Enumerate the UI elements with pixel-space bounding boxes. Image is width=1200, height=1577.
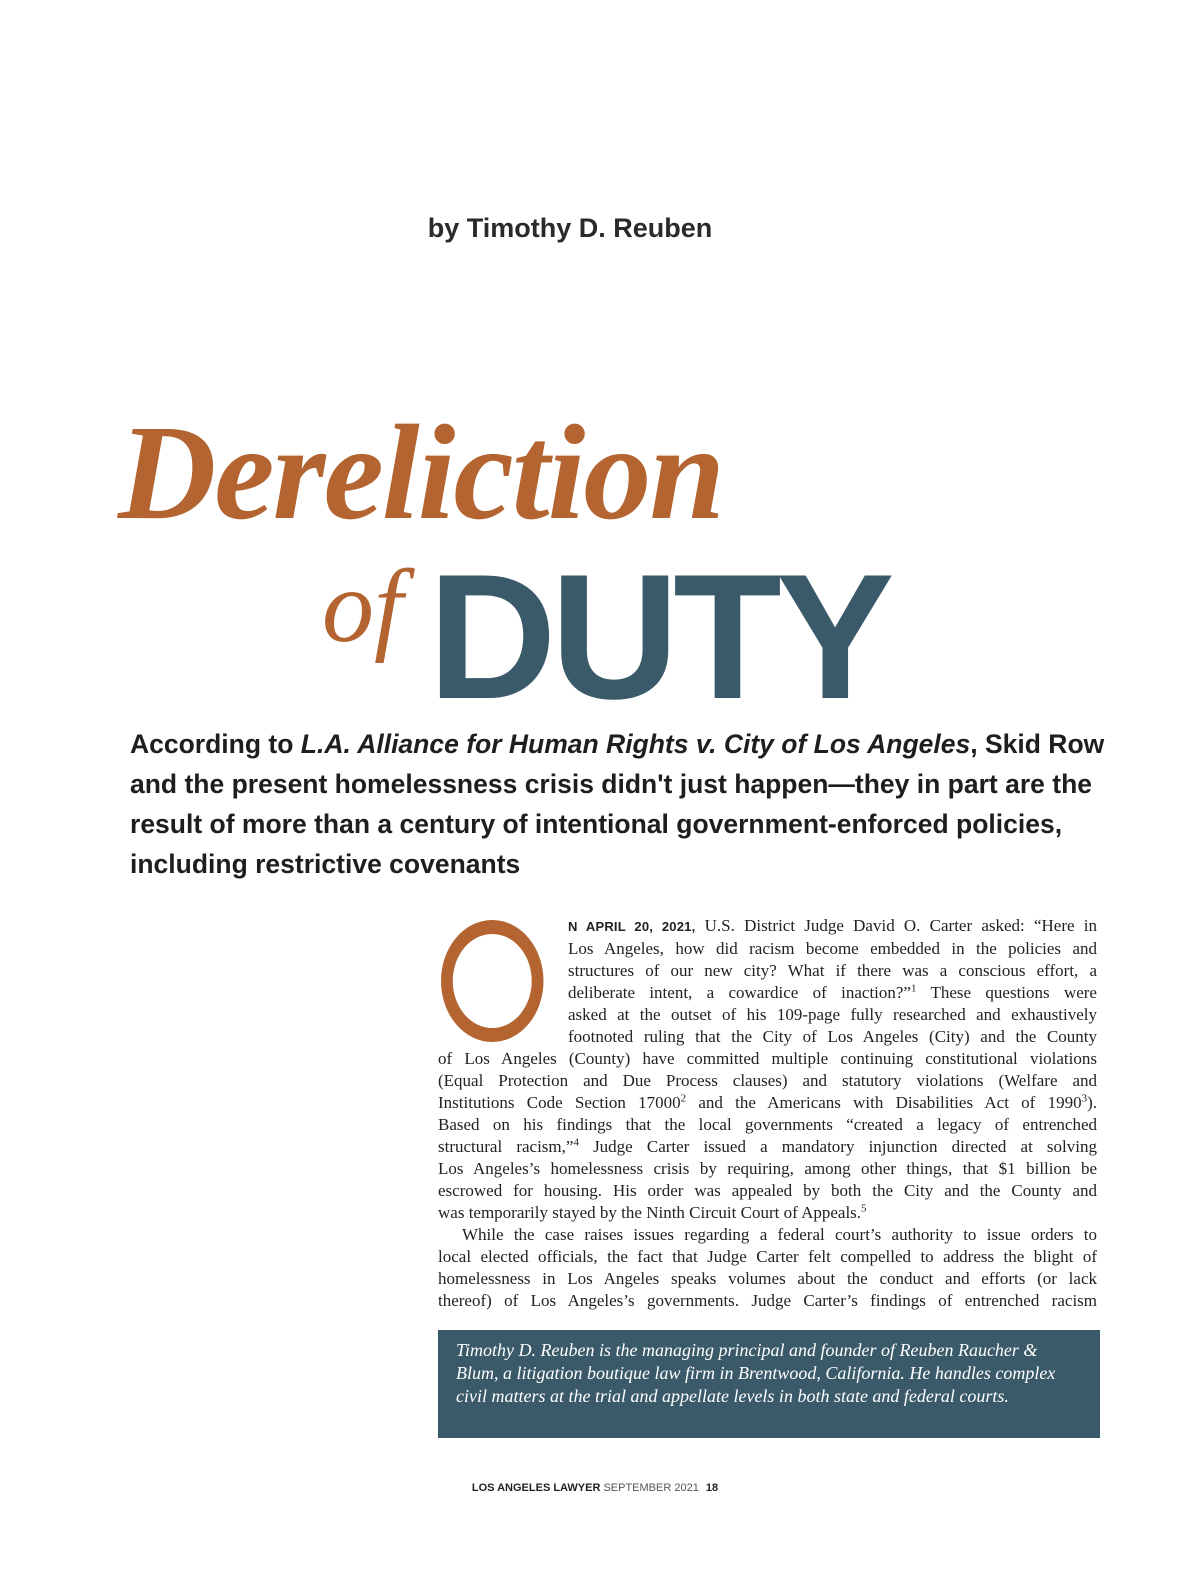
- footnote-ref[interactable]: 5: [861, 1202, 867, 1215]
- article-deck: [130, 724, 1120, 884]
- footer-page-number: 18: [705, 1482, 719, 1494]
- body-line: Los Angeles’s homelessness crisis by requiring, among other things, that $1 billion be: [438, 1159, 1097, 1178]
- body-line: homelessness in Los Angeles speaks volumes about the conduct and efforts (or lack: [438, 1269, 1097, 1288]
- author-bio-box: [438, 1330, 1100, 1438]
- lead-in: N APRIL 20, 2021,: [568, 919, 696, 934]
- body-line: N APRIL 20, 2021, U.S. District Judge David O. Carter asked: “Here in: [568, 916, 1097, 935]
- body-line: asked at the outset of his 109-page fully researched and exhaustively: [568, 1005, 1097, 1024]
- title-of: of: [322, 549, 403, 664]
- deck-case-name: L.A. Alliance for Human Rights v. City of Los Angeles: [300, 729, 971, 759]
- body-line: Based on his findings that the local governments “created a legacy of entrenched: [438, 1115, 1097, 1134]
- body-line: thereof) of Los Angeles’s governments. Judge Carter’s findings of entrenched racism: [438, 1291, 1097, 1310]
- footnote-ref[interactable]: 4: [573, 1136, 579, 1149]
- deck-line-1: [130, 724, 1120, 764]
- body-line: local elected officials, the fact that Judge Carter felt compelled to address the blight of: [438, 1247, 1097, 1266]
- body-line: deliberate intent, a cowardice of inaction?”$^1$ These questions were: [568, 982, 1097, 1002]
- author-bio-text: Timothy D. Reuben is the managing principal and founder of Reuben Raucher & Blum, a litigation boutique law firm in Brentwood, California. He handles complex civil matters at the trial and appellate levels in both state and federal courts.: [456, 1340, 1056, 1406]
- footer-issue: SEPTEMBER 2021: [603, 1482, 699, 1494]
- body-line: Los Angeles, how did racism become embedded in the policies and: [568, 939, 1097, 958]
- footnote-ref[interactable]: 1: [910, 982, 917, 995]
- footnote-ref[interactable]: 2: [680, 1092, 687, 1105]
- deck-text: According to: [130, 729, 301, 759]
- title-dereliction: Dereliction: [118, 398, 724, 548]
- deck-line-2: and the present homelessness crisis didn't just happen—they in part are the: [130, 769, 1093, 799]
- body-line: structural racism,”$^4$ Judge Carter issued a mandatory injunction directed at solving: [438, 1136, 1097, 1156]
- deck-line-4: including restrictive covenants: [130, 849, 521, 879]
- body-line: Institutions Code Section 17000$^2$ and the Americans with Disabilities Act of 1990$^3$).: [438, 1092, 1097, 1112]
- article-body: [438, 915, 1097, 1312]
- body-line: structures of our new city? What if there was a conscious effort, a: [568, 961, 1097, 980]
- body-line: (Equal Protection and Due Process clauses) and statutory violations (Welfare and: [438, 1071, 1097, 1090]
- footnote-ref[interactable]: 3: [1081, 1092, 1088, 1105]
- page-footer: [0, 1482, 1190, 1494]
- body-line: of Los Angeles (County) have committed multiple continuing constitutional violations: [438, 1049, 1097, 1068]
- title-duty: DUTY: [428, 537, 889, 736]
- footer-publication: LOS ANGELES LAWYER: [471, 1482, 601, 1494]
- deck-line-3: result of more than a century of intentional government-enforced policies,: [130, 809, 1063, 839]
- deck-text: , Skid Row: [970, 729, 1105, 759]
- body-line: While the case raises issues regarding a federal court’s authority to issue orders to: [462, 1225, 1097, 1244]
- body-line: footnoted ruling that the City of Los Angeles (City) and the County: [568, 1027, 1097, 1046]
- body-line: was temporarily stayed by the Ninth Circuit Court of Appeals.$^5$: [438, 1202, 867, 1222]
- body-line: escrowed for housing. His order was appealed by both the City and the County and: [438, 1181, 1097, 1200]
- byline: by Timothy D. Reuben: [427, 213, 713, 243]
